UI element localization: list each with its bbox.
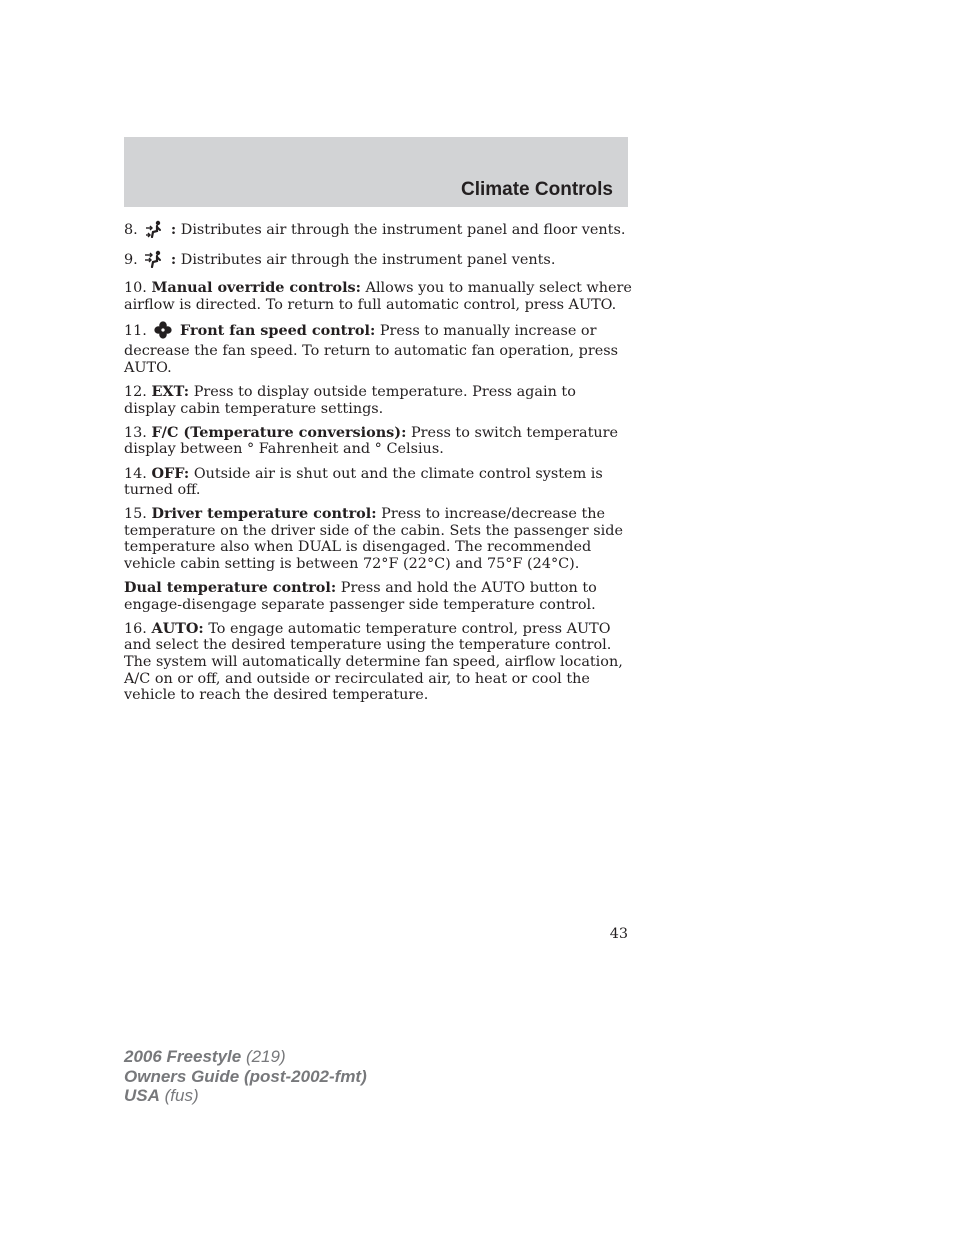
fan-icon xyxy=(153,321,173,344)
panel-vent-icon xyxy=(144,250,164,273)
item-term: EXT: xyxy=(151,383,190,401)
list-item xyxy=(124,250,632,273)
list-item xyxy=(124,384,632,417)
item-term: Front fan speed control: xyxy=(180,321,376,339)
item-number: 14. xyxy=(124,465,147,482)
item-term: F/C (Temperature conversions): xyxy=(151,423,407,441)
list-item xyxy=(124,621,632,704)
item-text: To engage automatic temperature control, press AUTO and select the desired temperature using the temperature control. The system will automatically determine fan speed, airflow location, A/C on or off, and outside or recirculated air, to heat or cool the vehicle to reach the desired temperature. xyxy=(124,620,623,704)
item-number: 12. xyxy=(124,384,147,401)
item-term: : xyxy=(170,221,177,238)
footer-guide: Owners Guide (post-2002-fmt) xyxy=(124,1066,367,1086)
item-number: 11. xyxy=(124,322,147,339)
list-item xyxy=(124,506,632,572)
content-body xyxy=(124,220,632,711)
footer-market-code: (fus) xyxy=(164,1086,199,1105)
item-text: Allows you to manually select where airflow is directed. To return to full automatic control, press AUTO. xyxy=(124,280,632,313)
item-text: Press to manually increase or decrease the fan speed. To return to automatic fan operation, press AUTO. xyxy=(124,322,619,377)
page-number: 43 xyxy=(609,926,628,942)
item-number: 13. xyxy=(124,424,147,441)
list-item xyxy=(124,425,632,458)
item-number: 15. xyxy=(124,506,147,523)
item-number: 8. xyxy=(124,222,138,238)
item-term: AUTO: xyxy=(151,619,204,637)
footer-market: USA xyxy=(124,1086,160,1105)
list-item xyxy=(124,466,632,499)
list-item xyxy=(124,280,632,313)
list-item xyxy=(124,220,632,243)
footer-line-1 xyxy=(124,1047,367,1067)
item-term: Driver temperature control: xyxy=(151,505,377,523)
item-text: Distributes air through the instrument panel and floor vents. xyxy=(180,222,626,238)
section-header-band xyxy=(124,137,628,207)
footer-line-3 xyxy=(124,1086,367,1106)
item-text: Press to display outside temperature. Press again to display cabin temperature settings. xyxy=(124,384,576,417)
item-text: Press and hold the AUTO button to engage-disengage separate passenger side temperature control. xyxy=(124,580,597,613)
item-text: Distributes air through the instrument panel vents. xyxy=(180,252,556,269)
item-number: 10. xyxy=(124,280,147,297)
document-footer xyxy=(124,1047,367,1106)
item-term: Dual temperature control: xyxy=(124,579,337,597)
footer-model-code: (219) xyxy=(245,1047,286,1066)
item-number: 9. xyxy=(124,252,138,269)
item-number: 16. xyxy=(124,620,147,637)
item-term: Manual override controls: xyxy=(151,279,361,297)
footer-line-2 xyxy=(124,1067,367,1087)
list-item xyxy=(124,580,632,613)
list-item xyxy=(124,321,632,377)
item-text: Press to increase/decrease the temperature on the driver side of the cabin. Sets the passenger side temperature also when DUAL is disengaged. The recommended vehicle cabin setting is between 72°F (22°C) and 75°F (24°C). xyxy=(124,506,623,572)
item-term: OFF: xyxy=(151,464,190,482)
item-term: : xyxy=(170,251,177,269)
panel-floor-vent-icon xyxy=(144,220,164,243)
item-text: Outside air is shut out and the climate control system is turned off. xyxy=(124,465,603,499)
item-text: Press to switch temperature display between ° Fahrenheit and ° Celsius. xyxy=(124,424,619,458)
section-title: Climate Controls xyxy=(460,179,613,200)
footer-model: 2006 Freestyle xyxy=(124,1047,242,1066)
